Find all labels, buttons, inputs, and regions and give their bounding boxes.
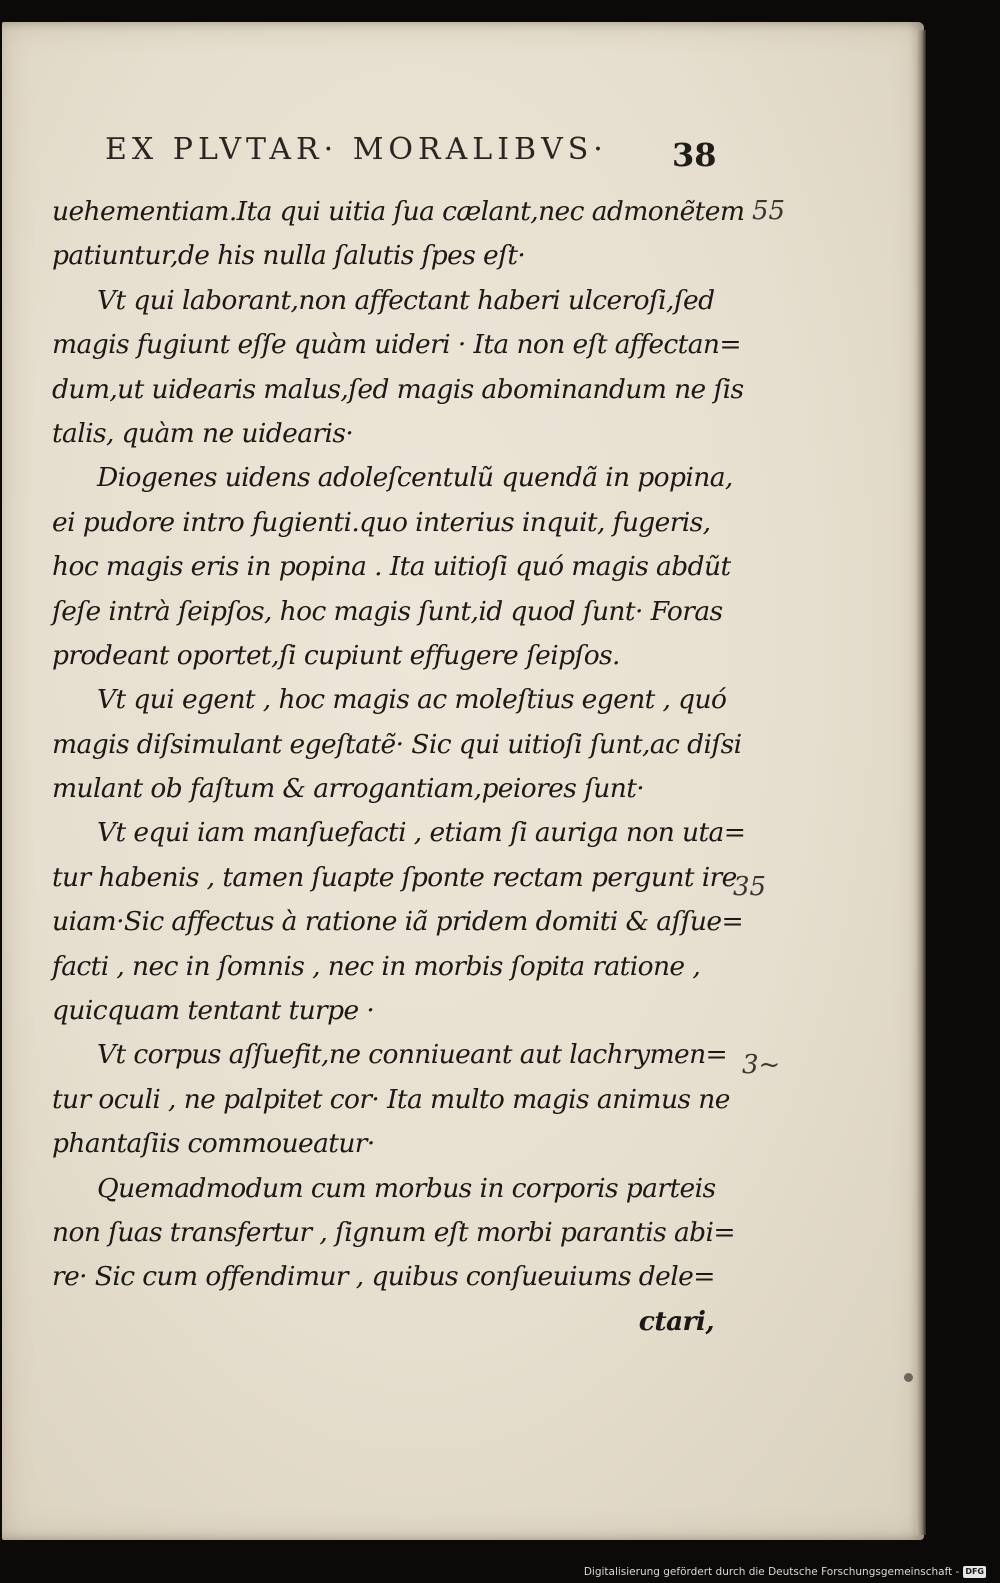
footer-credit: Digitalisierung gefördert durch die Deutsche Forschungsgemeinschaft - <box>583 1566 960 1578</box>
paragraph-start-line: Vt equi iam manſuefacti , etiam ſi auriga non uta= <box>97 817 746 849</box>
text-line: re· Sic cum offendimur , quibus conſueuiums dele= <box>52 1261 715 1293</box>
text-line: uiam·Sic affectus à ratione iã pridem domiti & aſſue= <box>52 906 744 938</box>
catchword: ctari, <box>638 1305 714 1337</box>
text-line: tur habenis , tamen ſuapte ſponte rectam pergunt ire <box>52 861 737 893</box>
paragraph-start-line: Quemadmodum cum morbus in corporis parteis <box>97 1172 716 1204</box>
paper-spot <box>904 1373 913 1382</box>
text-line: non ſuas transfertur , ſignum eſt morbi parantis abi= <box>52 1216 736 1248</box>
text-line: hoc magis eris in popina . Ita uitioſi quó magis abdũt <box>52 551 731 583</box>
digitization-footer <box>584 1565 986 1579</box>
text-line: talis, quàm ne uidearis· <box>52 417 354 449</box>
text-line: magis diſsimulant egeſtatẽ· Sic qui uitioſi ſunt,ac diſsi <box>52 728 742 760</box>
paragraph-start-line: Vt corpus aſſuefit,ne conniueant aut lachrymen= <box>97 1039 728 1071</box>
page-edge <box>916 30 926 1535</box>
margin-note: 3~ <box>742 1050 781 1080</box>
margin-note: 35 <box>733 872 767 902</box>
dfg-logo: DFG <box>965 1567 984 1576</box>
body-text <box>52 190 746 1344</box>
paragraph-start-line: Diogenes uidens adoleſcentulũ quendã in popina, <box>97 462 733 494</box>
text-line: ei pudore intro fugienti.quo interius inquit, fugeris, <box>52 506 711 538</box>
text-line: facti , nec in ſomnis , nec in morbis ſopita ratione , <box>52 950 701 982</box>
margin-note: 55 <box>752 196 786 226</box>
paragraph-start-line: Vt qui laborant,non affectant haberi ulceroſi,ſed <box>97 284 715 316</box>
text-line: magis fugiunt eſſe quàm uideri · Ita non eſt affectan= <box>52 329 741 361</box>
text-line: patiuntur,de his nulla ſalutis ſpes eſt· <box>52 240 526 272</box>
paragraph-start-line: Vt qui egent , hoc magis ac moleſtius egent , quó <box>97 684 727 716</box>
text-line: uehementiam.Ita qui uitia ſua cælant,nec admonẽtem <box>52 196 745 227</box>
text-line: phantaſiis commoueatur· <box>52 1128 375 1160</box>
text-line: tur oculi , ne palpitet cor· Ita multo magis animus ne <box>52 1083 730 1115</box>
text-line: ſeſe intrà ſeipſos, hoc magis ſunt,id quod ſunt· Foras <box>52 595 723 627</box>
text-line: dum,ut uidearis malus,ſed magis abominandum ne ſis <box>52 373 744 405</box>
text-line: mulant ob faſtum & arrogantiam,peiores ſunt· <box>52 773 645 805</box>
page-number: 38 <box>672 136 717 174</box>
running-head: EX PLVTAR· MORALIBVS· <box>105 132 608 167</box>
text-line: quicquam tentant turpe · <box>52 995 375 1027</box>
text-line: prodeant oportet,ſi cupiunt effugere ſeipſos. <box>52 639 620 671</box>
